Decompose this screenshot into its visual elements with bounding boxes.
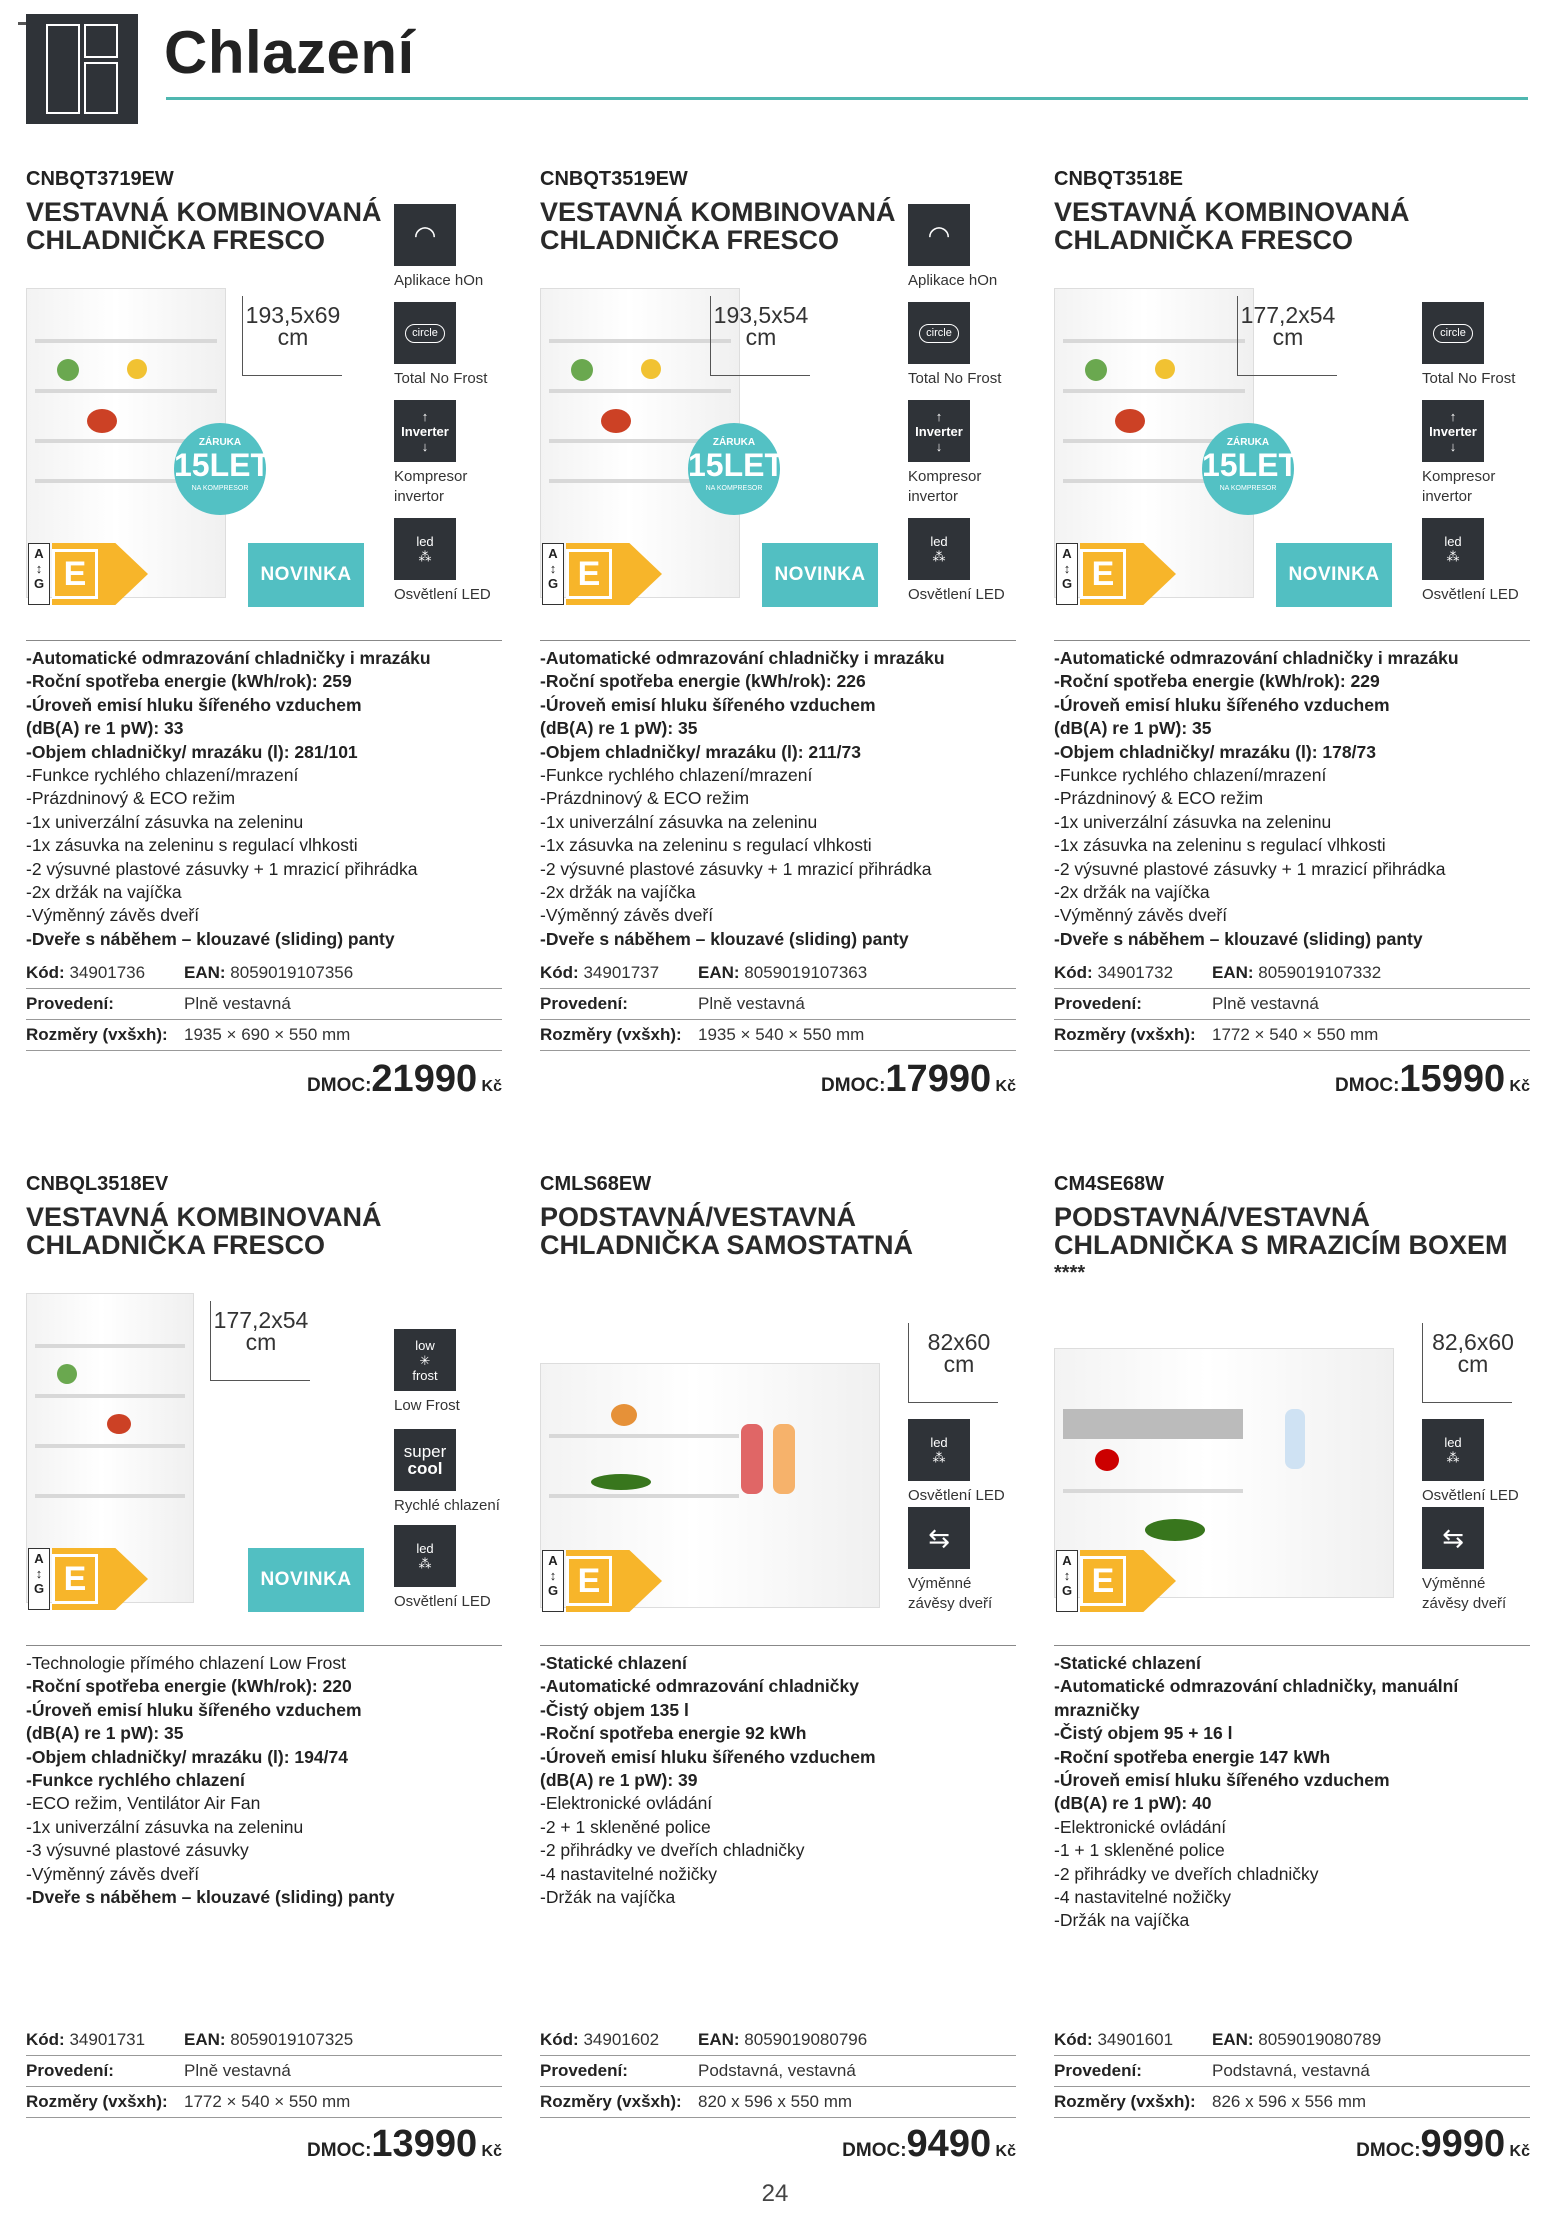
spec-list: -Automatické odmrazování chladničky i mrazáku -Roční spotřeba energie (kWh/rok): 229 -Úroveň emisí hluku šířeného vzduchem (dB(A) re 1 pW): 35 -Objem chladničky/ mrazáku (l): 178/73 -Funkce rychlého chlazení/mrazení -Prázdninový & ECO režim -1x univerzální zásuvka na zeleninu -1x zásuvka na zeleninu s regulací vlhkosti -2 výsuvné plastové zásuvky + 1 mrazicí přihrádka -2x držák na vajíčka -Výměnný závěs dveří -Dveře s náběhem – klouzavé (sliding) panty — [1054, 640, 1530, 951]
nofrost-circle-icon: circle — [405, 324, 445, 343]
feature-inverter: ↑ Inverter ↓ Kompresor invertor — [394, 400, 506, 507]
warranty-badge: ZÁRUKA 15LET NA KOMPRESOR — [1202, 423, 1294, 515]
spec-list: -Statické chlazení -Automatické odmrazování chladničky, manuální mrazničky -Čistý objem 95 + 16 l -Roční spotřeba energie 147 kWh -Úroveň emisí hluku šířeného vzduchem (dB(A) re 1 pW): 40 -Elektronické ovládání -1 + 1 skleněné police -2 přihrádky ve dveřích chladničky -4 nastavitelné nožičky -Držák na vajíčka — [1054, 1645, 1530, 1933]
header-divider — [166, 97, 1528, 100]
feature-nofrost: circle Total No Frost — [908, 302, 1020, 389]
led-icon: led — [930, 1435, 948, 1450]
product-code: CNBQT3519EW — [540, 168, 688, 190]
feature-nofrost: circle Total No Frost — [394, 302, 506, 389]
product-card-6 — [1054, 1173, 1530, 2163]
spec-list: -Automatické odmrazování chladničky i mrazáku -Roční spotřeba energie (kWh/rok): 259 -Úroveň emisí hluku šířeného vzduchem (dB(A) re 1 pW): 33 -Objem chladničky/ mrazáku (l): 281/101 -Funkce rychlého chlazení/mrazení -Prázdninový & ECO režim -1x univerzální zásuvka na zeleninu -1x zásuvka na zeleninu s regulací vlhkosti -2 výsuvné plastové zásuvky + 1 mrazicí přihrádka -2x držák na vajíčka -Výměnný závěs dveří -Dveře s náběhem – klouzavé (sliding) panty — [26, 640, 502, 951]
page-number: 24 — [761, 2180, 789, 2207]
product-card-5 — [540, 1173, 1016, 2163]
dimensions-diagram: 193,5x69 cm — [242, 296, 342, 376]
price: DMOC:9990 Kč — [1356, 2123, 1530, 2165]
energy-label: A ↕ G E — [542, 543, 662, 605]
product-info: Kód: 34901736 EAN: 8059019107356 Provedení: Plně vestavná Rozměry (vxšxh): 1935 × 690 × 550 mm — [26, 958, 502, 1051]
product-info: Kód: 34901602 EAN: 8059019080796 Provedení: Podstavná, vestavná Rozměry (vxšxh): 820 x 596 x 550 mm — [540, 2025, 1016, 2118]
nofrost-circle-icon: circle — [1433, 324, 1473, 343]
product-name: VESTAVNÁ KOMBINOVANÁ CHLADNIČKA FRESCO — [26, 197, 382, 255]
product-code: CNBQL3518EV — [26, 1173, 169, 1195]
feature-inverter: ↑ Inverter ↓ Kompresor invertor — [1422, 400, 1534, 507]
feature-hon: ◠ Aplikace hOn — [394, 204, 506, 291]
price: DMOC:17990 Kč — [821, 1058, 1016, 1100]
dimensions-diagram: 82x60 cm — [908, 1323, 998, 1403]
feature-inverter: ↑ Inverter ↓ Kompresor invertor — [908, 400, 1020, 507]
novinka-badge: NOVINKA — [1276, 543, 1392, 607]
product-name: VESTAVNÁ KOMBINOVANÁ CHLADNIČKA FRESCO — [26, 1202, 382, 1260]
feature-hon: ◠ Aplikace hOn — [908, 204, 1020, 291]
feature-led: led ⁂ Osvětlení LED — [394, 518, 506, 605]
header-mark — [18, 22, 26, 25]
product-info: Kód: 34901732 EAN: 8059019107332 Provedení: Plně vestavná Rozměry (vxšxh): 1772 × 540 × 550 mm — [1054, 958, 1530, 1051]
fridge-category-icon — [26, 14, 138, 124]
product-name: VESTAVNÁ KOMBINOVANÁ CHLADNIČKA FRESCO — [1054, 197, 1410, 255]
inverter-icon: Inverter — [401, 423, 449, 439]
dimensions-diagram: 177,2x54 cm — [1237, 296, 1337, 376]
product-card-1 — [26, 168, 502, 1108]
warranty-badge: ZÁRUKA 15LET NA KOMPRESOR — [688, 423, 780, 515]
product-code: CMLS68EW — [540, 1173, 652, 1195]
product-code: CM4SE68W — [1054, 1173, 1165, 1195]
product-card-2 — [540, 168, 1016, 1108]
reversible-door-icon: ⇆ — [1442, 1522, 1464, 1553]
energy-label: A ↕ G E — [28, 1548, 148, 1610]
dimensions-diagram: 82,6x60 cm — [1422, 1323, 1512, 1403]
reversible-door-icon: ⇆ — [928, 1522, 950, 1553]
feature-led: led ⁂ Osvětlení LED — [908, 1419, 1020, 1506]
novinka-badge: NOVINKA — [762, 543, 878, 607]
feature-led: led ⁂ Osvětlení LED — [1422, 518, 1534, 605]
product-info: Kód: 34901737 EAN: 8059019107363 Provedení: Plně vestavná Rozměry (vxšxh): 1935 × 540 × 550 mm — [540, 958, 1016, 1051]
led-icon: led — [416, 1541, 434, 1556]
product-info: Kód: 34901601 EAN: 8059019080789 Provedení: Podstavná, vestavná Rozměry (vxšxh): 826 x 596 x 556 mm — [1054, 2025, 1530, 2118]
dimensions-diagram: 177,2x54 cm — [210, 1301, 310, 1381]
inverter-icon: Inverter — [1429, 423, 1477, 439]
novinka-badge: NOVINKA — [248, 543, 364, 607]
feature-doors: ⇆ Výměnné závěsy dveří — [1422, 1507, 1534, 1614]
feature-doors: ⇆ Výměnné závěsy dveří — [908, 1507, 1020, 1614]
feature-lowfrost: low ✳ frost Low Frost — [394, 1329, 506, 1416]
price: DMOC:13990 Kč — [307, 2123, 502, 2165]
page-title: Chlazení — [164, 19, 415, 86]
price: DMOC:9490 Kč — [842, 2123, 1016, 2165]
warranty-badge: ZÁRUKA 15LET NA KOMPRESOR — [174, 423, 266, 515]
lowfrost-icon: low — [415, 1337, 435, 1353]
energy-label: A ↕ G E — [28, 543, 148, 605]
inverter-icon: Inverter — [915, 423, 963, 439]
energy-label: A ↕ G E — [1056, 543, 1176, 605]
novinka-badge: NOVINKA — [248, 1548, 364, 1612]
spec-list: -Statické chlazení -Automatické odmrazování chladničky -Čistý objem 135 l -Roční spotřeba energie 92 kWh -Úroveň emisí hluku šířeného vzduchem (dB(A) re 1 pW): 39 -Elektronické ovládání -2 + 1 skleněné police -2 přihrádky ve dveřích chladničky -4 nastavitelné nožičky -Držák na vajíčka — [540, 1645, 1016, 1909]
dimensions-diagram: 193,5x54 cm — [710, 296, 810, 376]
product-name: VESTAVNÁ KOMBINOVANÁ CHLADNIČKA FRESCO — [540, 197, 896, 255]
led-icon: led — [416, 534, 434, 549]
led-icon: led — [930, 534, 948, 549]
price: DMOC:21990 Kč — [307, 1058, 502, 1100]
wifi-icon: ◠ — [413, 219, 437, 250]
feature-led: led ⁂ Osvětlení LED — [908, 518, 1020, 605]
spec-list: -Technologie přímého chlazení Low Frost -Roční spotřeba energie (kWh/rok): 220 -Úroveň emisí hluku šířeného vzduchem (dB(A) re 1 pW): 35 -Objem chladničky/ mrazáku (l): 194/74 -Funkce rychlého chlazení -ECO režim, Ventilátor Air Fan -1x univerzální zásuvka na zeleninu -3 výsuvné plastové zásuvky -Výměnný závěs dveří -Dveře s náběhem – klouzavé (sliding) panty — [26, 1645, 502, 1909]
price: DMOC:15990 Kč — [1335, 1058, 1530, 1100]
spec-list: -Automatické odmrazování chladničky i mrazáku -Roční spotřeba energie (kWh/rok): 226 -Úroveň emisí hluku šířeného vzduchem (dB(A) re 1 pW): 35 -Objem chladničky/ mrazáku (l): 211/73 -Funkce rychlého chlazení/mrazení -Prázdninový & ECO režim -1x univerzální zásuvka na zeleninu -1x zásuvka na zeleninu s regulací vlhkosti -2 výsuvné plastové zásuvky + 1 mrazicí přihrádka -2x držák na vajíčka -Výměnný závěs dveří -Dveře s náběhem – klouzavé (sliding) panty — [540, 640, 1016, 951]
nofrost-circle-icon: circle — [919, 324, 959, 343]
product-name: PODSTAVNÁ/VESTAVNÁ CHLADNIČKA S MRAZICÍM BOXEM **** — [1054, 1202, 1508, 1284]
led-icon: led — [1444, 1435, 1462, 1450]
product-code: CNBQT3719EW — [26, 168, 174, 190]
feature-led: led ⁂ Osvětlení LED — [394, 1525, 506, 1612]
product-card-4 — [26, 1173, 502, 2163]
feature-nofrost: circle Total No Frost — [1422, 302, 1534, 389]
supercool-icon: super — [403, 1442, 447, 1461]
feature-led: led ⁂ Osvětlení LED — [1422, 1419, 1534, 1506]
led-icon: led — [1444, 534, 1462, 549]
wifi-icon: ◠ — [927, 219, 951, 250]
product-code: CNBQT3518E — [1054, 168, 1183, 190]
product-info: Kód: 34901731 EAN: 8059019107325 Provedení: Plně vestavná Rozměry (vxšxh): 1772 × 540 × 550 mm — [26, 2025, 502, 2118]
energy-label: A ↕ G E — [1056, 1550, 1176, 1612]
feature-supercool: super cool Rychlé chlazení — [394, 1429, 506, 1516]
product-card-3 — [1054, 168, 1530, 1108]
product-name: PODSTAVNÁ/VESTAVNÁ CHLADNIČKA SAMOSTATNÁ — [540, 1202, 913, 1260]
energy-label: A ↕ G E — [542, 1550, 662, 1612]
